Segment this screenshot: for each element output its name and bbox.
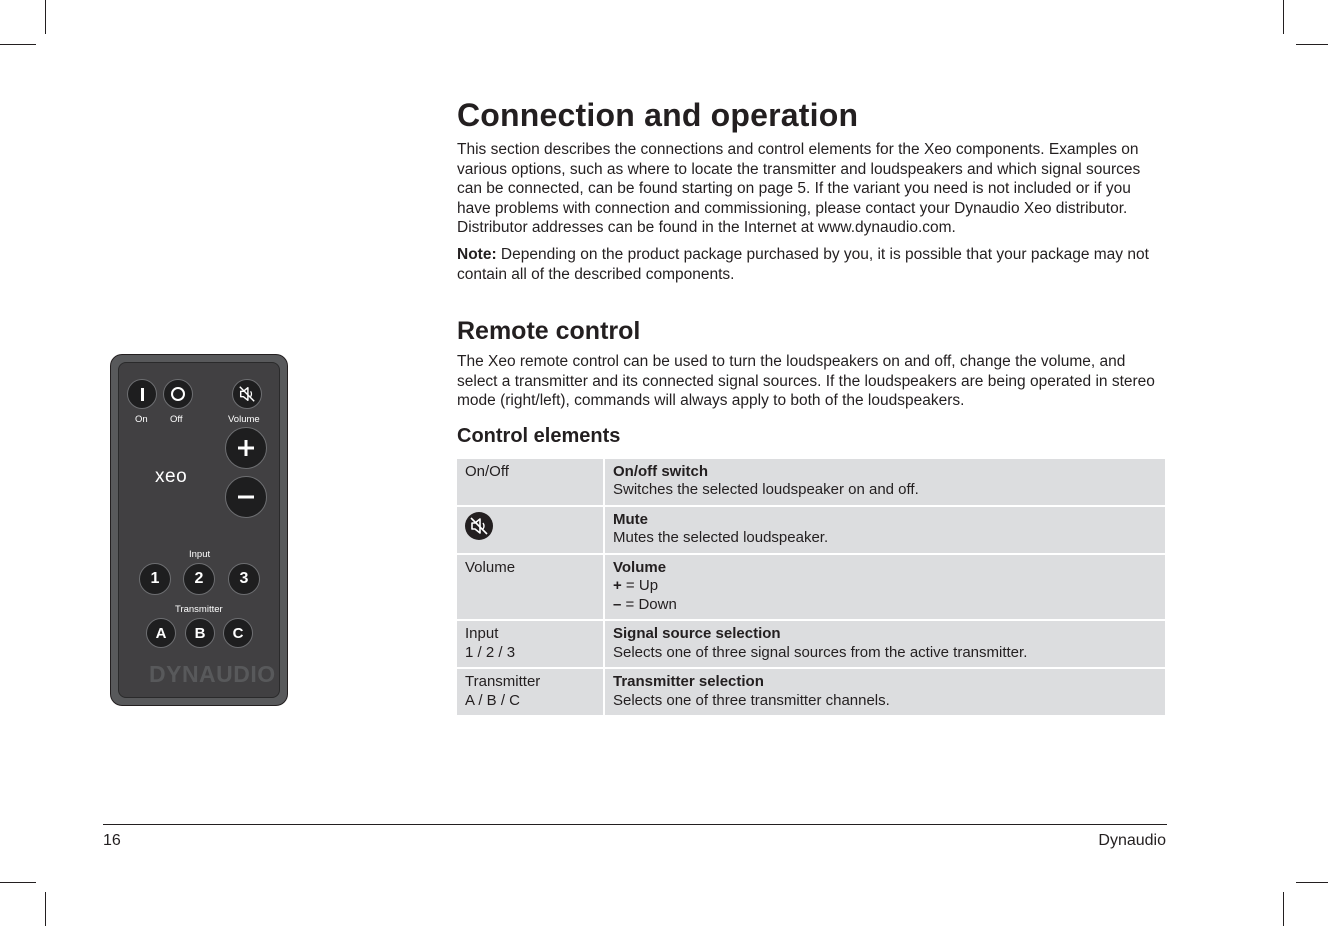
remote-face	[118, 362, 280, 698]
row-desc: Selects one of three signal sources from the active transmitter.	[613, 643, 1028, 661]
remote-volume-up-button	[225, 427, 267, 469]
table-cell-key: On/Off	[457, 459, 603, 505]
footer-brand: Dynaudio	[1098, 832, 1166, 849]
remote-control-illustration	[110, 354, 288, 706]
remote-control-heading: Remote control	[457, 317, 641, 346]
power-on-icon	[141, 388, 144, 401]
intro-paragraph: This section describes the connections and control elements for the Xeo components. Examples on various options, such as where to locate the transmitter and loudspeakers and which signal sources can be connected, can be found starting on page 5. If the variant you need is not included or if you have problems with connection and commissioning, please contact your Dynaudio Xeo distributor. Distributor addresses can be found in the Internet at www.dynaudio.com.	[457, 141, 1141, 237]
table-cell-desc	[605, 621, 1165, 667]
row-key: Input	[465, 625, 499, 643]
row-key-values: A / B / C	[465, 691, 521, 709]
remote-volume-down-button	[225, 476, 267, 518]
table-cell-desc	[605, 459, 1165, 505]
power-off-icon	[171, 387, 185, 401]
table-cell-desc	[605, 507, 1165, 553]
table-cell-desc	[605, 669, 1165, 715]
control-elements-table	[455, 457, 1167, 718]
crop-mark	[0, 882, 36, 883]
remote-off-label: Off	[170, 414, 183, 425]
table-cell-key: Volume	[457, 555, 603, 620]
plus-symbol: +	[613, 577, 622, 595]
remote-input-3-button: 3	[228, 563, 260, 595]
remote-input-label: Input	[189, 549, 211, 560]
row-desc: Switches the selected loudspeaker on and off.	[613, 481, 919, 499]
remote-mute-button	[232, 379, 262, 409]
remote-transmitter-label: Transmitter	[175, 604, 223, 615]
remote-transmitter-b-button: B	[185, 618, 215, 648]
row-title: Transmitter selection	[613, 673, 764, 691]
table-row	[457, 459, 1165, 505]
remote-off-button	[163, 379, 193, 409]
footer-rule	[103, 824, 1167, 825]
xeo-logo: xeo	[155, 466, 188, 487]
note-label: Note:	[457, 245, 497, 263]
row-desc: Selects one of three transmitter channels.	[613, 691, 890, 709]
row-desc: Mutes the selected loudspeaker.	[613, 529, 829, 547]
crop-mark	[45, 0, 46, 34]
crop-mark	[1283, 0, 1284, 34]
minus-text: = Down	[621, 595, 677, 613]
row-key: Transmitter	[465, 673, 541, 691]
row-key-values: 1 / 2 / 3	[465, 643, 516, 661]
page-number: 16	[103, 832, 121, 849]
row-title: Signal source selection	[613, 625, 781, 643]
table-cell-key	[457, 507, 603, 553]
table-row	[457, 669, 1165, 715]
crop-mark	[0, 44, 36, 45]
plus-icon	[237, 439, 255, 457]
remote-volume-label: Volume	[228, 414, 260, 425]
remote-control-paragraph: The Xeo remote control can be used to turn the loudspeakers on and off, change the volume, and select a transmitter and its connected signal sources. If the loudspeakers are being operated in stereo mode (right/left), commands will always apply to both of the loudspeakers.	[457, 353, 1155, 410]
crop-mark	[1283, 892, 1284, 926]
table-cell-key	[457, 621, 603, 667]
row-title: On/off switch	[613, 462, 708, 480]
control-elements-heading: Control elements	[457, 424, 621, 447]
page-title: Connection and operation	[457, 97, 859, 133]
remote-on-button	[127, 379, 157, 409]
table-cell-key	[457, 669, 603, 715]
minus-icon	[237, 488, 255, 506]
main-content	[457, 96, 1167, 717]
table-row	[457, 507, 1165, 553]
plus-text: = Up	[621, 577, 659, 595]
table-row	[457, 555, 1165, 620]
dynaudio-logo: DYNAUDIO	[149, 661, 276, 687]
table-cell-desc	[605, 555, 1165, 620]
remote-input-2-button: 2	[183, 563, 215, 595]
mute-icon	[465, 512, 493, 540]
minus-symbol: –	[613, 595, 622, 613]
remote-on-label: On	[135, 414, 148, 425]
remote-input-1-button: 1	[139, 563, 171, 595]
crop-mark	[1296, 882, 1328, 883]
crop-mark	[1296, 44, 1328, 45]
remote-transmitter-a-button: A	[146, 618, 176, 648]
note-paragraph	[457, 245, 1167, 284]
mute-icon	[238, 385, 256, 403]
crop-mark	[45, 892, 46, 926]
row-title: Mute	[613, 510, 648, 528]
row-title: Volume	[613, 558, 667, 576]
note-text: Depending on the product package purchased by you, it is possible that your package may not contain all of the described components.	[457, 245, 1149, 283]
remote-transmitter-c-button: C	[223, 618, 253, 648]
table-row	[457, 621, 1165, 667]
